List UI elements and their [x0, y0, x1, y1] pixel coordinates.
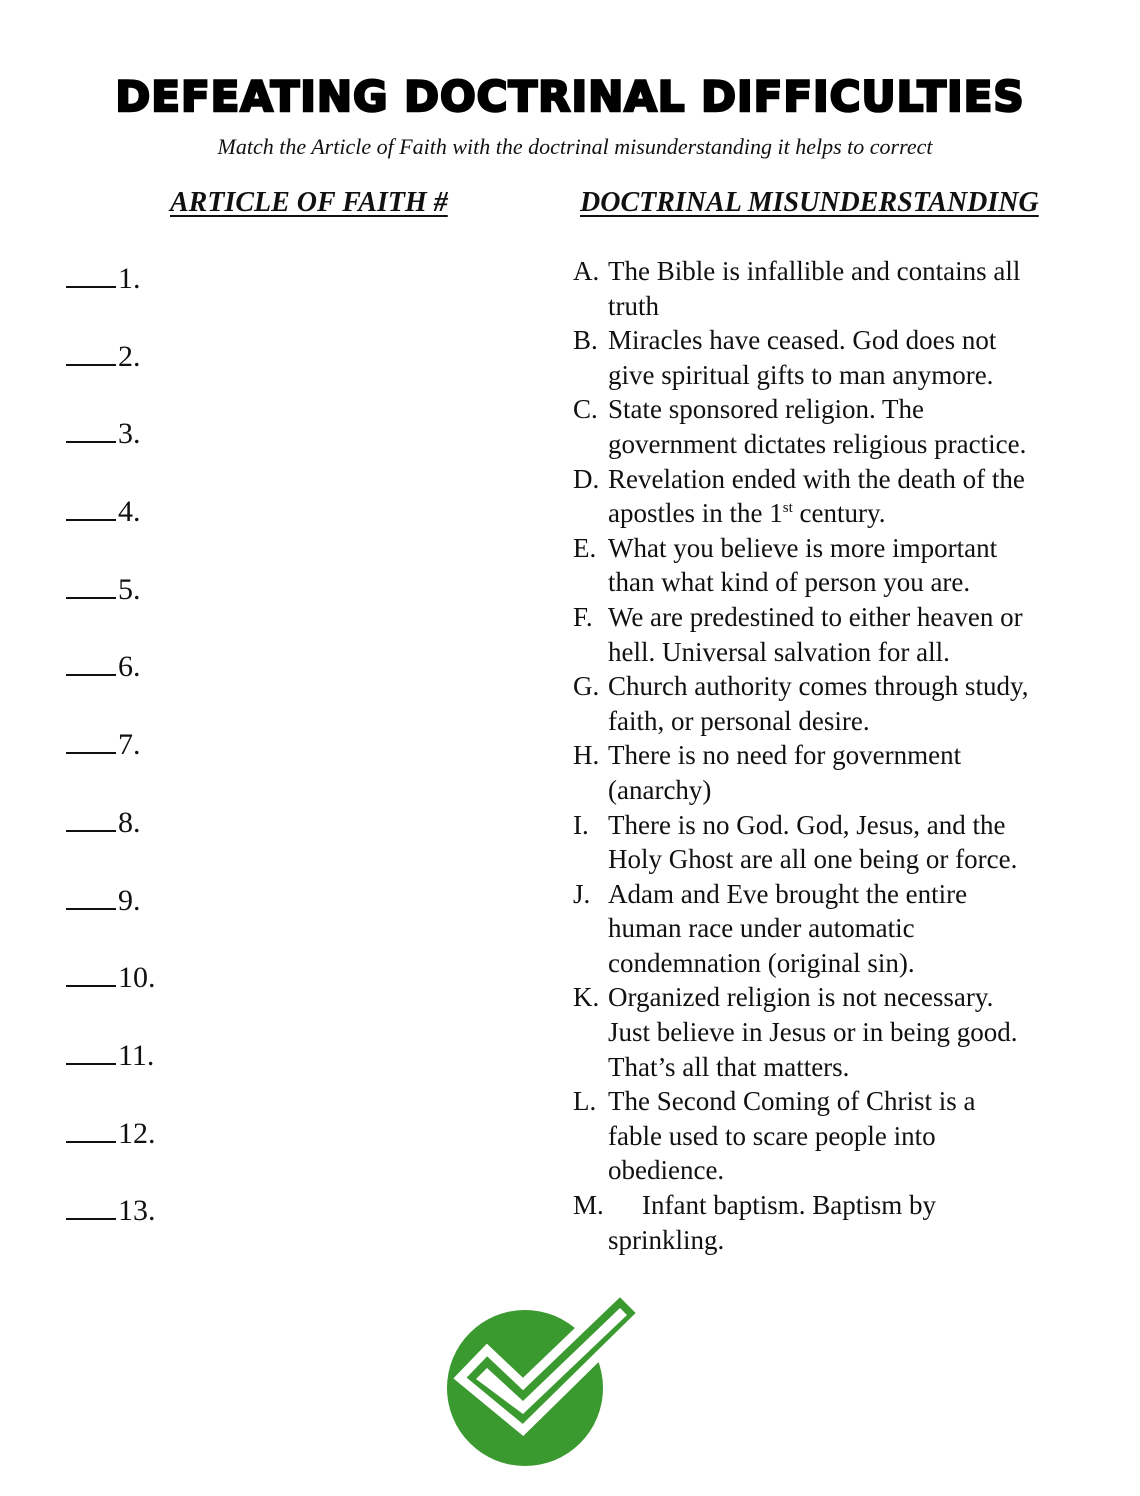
item-letter: F.: [573, 601, 593, 632]
misunderstanding-e: [573, 531, 1103, 600]
instructions: Match the Article of Faith with the doctrinal misunderstanding it helps to correct: [217, 134, 933, 159]
misunderstanding-list: [573, 254, 1103, 1257]
item-letter: G.: [573, 671, 600, 702]
answer-blank[interactable]: [66, 730, 116, 754]
misunderstanding-h: [573, 738, 1103, 807]
item-letter: D.: [573, 463, 600, 494]
item-text: sprinkling.: [608, 1224, 725, 1255]
item-text: Infant baptism. Baptism by: [642, 1190, 936, 1221]
article-number: 8.: [118, 805, 141, 839]
item-text: Adam and Eve brought the entire human race under automatic condemnation (original sin).: [608, 878, 968, 978]
item-text: The Second Coming of Christ is a fable used to scare people into obedience.: [608, 1086, 976, 1186]
item-letter: M.: [573, 1190, 604, 1221]
answer-row-4[interactable]: [66, 495, 156, 573]
misunderstanding-b: [573, 323, 1103, 392]
misunderstanding-m-continued: [573, 1223, 1103, 1258]
answer-blank[interactable]: [66, 963, 116, 987]
ordinal-suffix: st: [782, 500, 793, 517]
answer-blank[interactable]: [66, 419, 116, 443]
article-number: 12.: [118, 1116, 156, 1150]
article-number: 1.: [118, 262, 141, 295]
answer-row-11[interactable]: [66, 1039, 156, 1117]
article-number: 7.: [118, 728, 141, 762]
article-number: 6.: [118, 650, 141, 684]
page-title: DEFEATING DOCTRINAL DIFFICULTIES: [115, 72, 1025, 121]
item-text: The Bible is infallible and contains all truth: [608, 256, 1021, 321]
misunderstanding-g: [573, 669, 1103, 738]
answer-row-9[interactable]: [66, 884, 156, 962]
answer-row-12[interactable]: [66, 1117, 156, 1195]
item-letter: H.: [573, 740, 600, 771]
item-text: Organized religion is not necessary. Just believe in Jesus or in being good. That’s all that matters.: [608, 982, 1018, 1082]
item-text: There is no need for government (anarchy): [608, 740, 962, 805]
column-header-misunderstanding: DOCTRINAL MISUNDERSTANDING: [580, 187, 1039, 218]
misunderstanding-k: [573, 980, 1103, 1084]
answer-blank[interactable]: [66, 575, 116, 599]
answer-blank[interactable]: [66, 342, 116, 366]
misunderstanding-a: [573, 254, 1103, 323]
item-text: What you believe is more important than what kind of person you are.: [608, 532, 998, 598]
answer-row-13[interactable]: [66, 1194, 156, 1272]
answer-row-5[interactable]: [66, 573, 156, 651]
misunderstanding-d: [573, 462, 1103, 531]
answer-list: [66, 262, 156, 1272]
item-letter: C.: [573, 394, 598, 425]
answer-blank[interactable]: [66, 1041, 116, 1065]
misunderstanding-f: [573, 600, 1103, 669]
article-number: 5.: [118, 572, 141, 606]
answer-row-8[interactable]: [66, 806, 156, 884]
item-text: [608, 462, 1103, 531]
answer-blank[interactable]: [66, 1196, 116, 1220]
answer-blank[interactable]: [66, 264, 116, 288]
answer-row-10[interactable]: [66, 961, 156, 1039]
item-letter: I.: [573, 809, 589, 840]
article-number: 11.: [118, 1038, 155, 1072]
article-number: 3.: [118, 417, 141, 451]
answer-blank[interactable]: [66, 1119, 116, 1143]
answer-row-1[interactable]: [66, 262, 156, 340]
misunderstanding-c: [573, 392, 1103, 461]
article-number: 4.: [118, 495, 141, 529]
misunderstanding-l: [573, 1084, 1103, 1188]
answer-blank[interactable]: [66, 808, 116, 832]
item-text: Miracles have ceased. God does not give spiritual gifts to man anymore.: [608, 325, 997, 390]
misunderstanding-j: [573, 877, 1103, 981]
column-header-article: ARTICLE OF FAITH #: [170, 187, 448, 218]
answer-blank[interactable]: [66, 652, 116, 676]
checkmark-icon: [440, 1288, 650, 1468]
misunderstanding-m: [573, 1188, 1103, 1223]
article-number: 2.: [118, 339, 141, 373]
answer-row-2[interactable]: [66, 340, 156, 418]
item-letter: A.: [573, 256, 600, 286]
answer-blank[interactable]: [66, 497, 116, 521]
item-letter: L.: [573, 1086, 597, 1117]
misunderstanding-i: [573, 808, 1103, 877]
item-letter: E.: [573, 532, 597, 563]
item-letter: J.: [573, 878, 591, 909]
item-text-part: Revelation ended with the death of the apostles in the 1: [608, 463, 1025, 529]
item-text-part: century.: [792, 498, 886, 529]
answer-row-3[interactable]: [66, 417, 156, 495]
answer-blank[interactable]: [66, 886, 116, 910]
answer-row-6[interactable]: [66, 650, 156, 728]
article-number: 13.: [118, 1194, 156, 1228]
article-number: 10.: [118, 961, 156, 995]
answer-row-7[interactable]: [66, 728, 156, 806]
item-text: State sponsored religion. The government dictates religious practice.: [608, 394, 1027, 459]
item-text: Church authority comes through study, faith, or personal desire.: [608, 671, 1029, 736]
item-text: There is no God. God, Jesus, and the Holy Ghost are all one being or force.: [608, 809, 1018, 875]
article-number: 9.: [118, 883, 141, 917]
item-letter: B.: [573, 325, 598, 356]
item-letter: K.: [573, 982, 600, 1013]
item-text: We are predestined to either heaven or hell. Universal salvation for all.: [608, 601, 1023, 667]
